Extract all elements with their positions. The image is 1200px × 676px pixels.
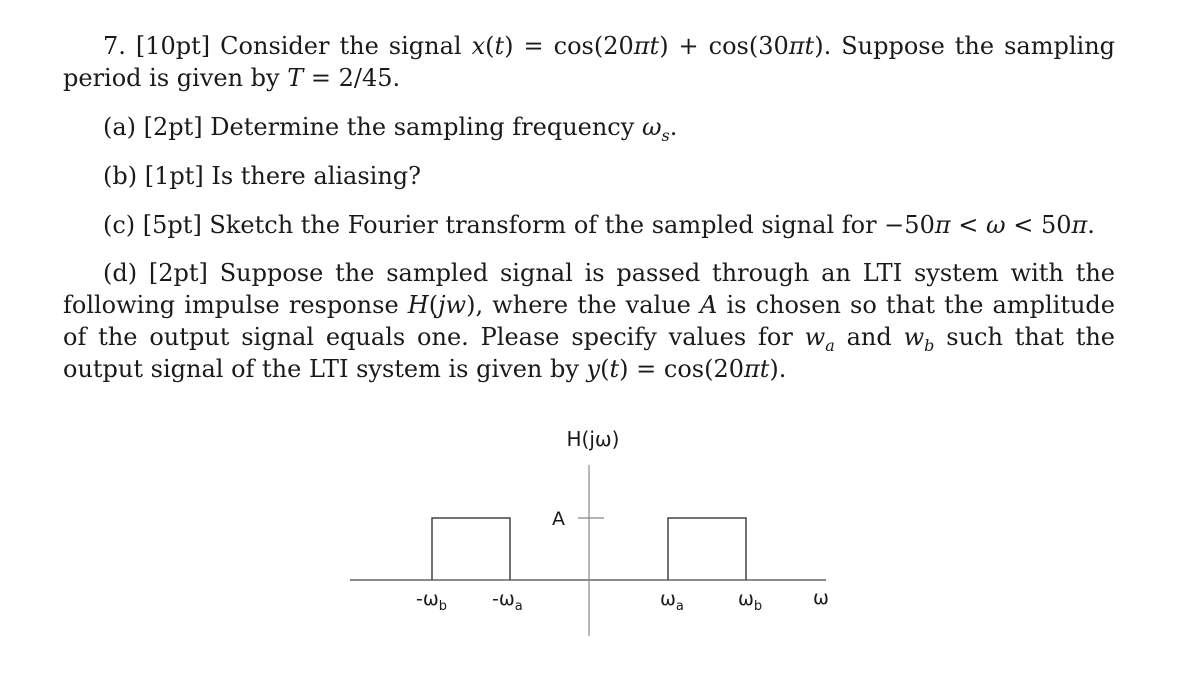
part-a [103,111,1113,143]
math-symbol: πt [788,32,815,60]
math-symbol: H [407,291,429,319]
math-symbol: t [494,32,505,60]
part-c [103,209,1113,241]
tick-label-neg-wa: $-\omega_a$ [492,588,523,614]
math-symbol: t [609,355,620,383]
text-run: = 2/45. [303,64,401,92]
math-symbol: ω [641,113,662,141]
math-symbol: π [1071,211,1088,239]
text-run: . [669,113,678,141]
math-symbol: x [471,32,486,60]
axis-label-omega: ω [813,587,829,609]
math-symbol: y [586,355,601,383]
math-symbol: T [287,64,304,92]
text-run: ( [485,32,495,60]
text-run: ) = cos(20 [504,32,634,60]
text-run: is chosen so that the amplitude of the output signal equals one. Please specify values for [63,291,1115,351]
amplitude-label: A [552,508,565,530]
left-passband [432,518,510,580]
text-run: ), where the value [466,291,700,319]
text-run: < 50 [1005,211,1072,239]
tick-label-wb: $\omega_b$ [738,588,763,614]
text-run: and [834,323,904,351]
math-symbol: jw [438,291,467,319]
text-run: (b) [1pt] Is there aliasing? [103,162,422,190]
math-symbol: ω [986,211,1006,239]
text-run: ). Suppose the sampling period is given by [63,32,1116,92]
tick-label-neg-wb: $-\omega_b$ [416,588,448,614]
text-run: ) = cos(20 [619,355,744,383]
figure-title: H(jω) [566,427,620,451]
text-run: (d) [2pt] Suppose the sampled signal is passed through an LTI system with the following impulse response [63,259,1115,319]
tick-label-wa: $\omega_a$ [660,588,684,614]
math-symbol: b [924,335,935,355]
math-symbol: s [661,125,670,145]
part-b [103,160,1113,192]
math-symbol: π [934,211,951,239]
text-run: < [950,211,986,239]
math-symbol: πt [743,355,770,383]
text-run: 7. [10pt] Consider the signal [103,32,472,60]
part-d [63,257,1115,385]
math-symbol: A [699,291,718,319]
text-run: (c) [5pt] Sketch the Fourier transform of the sampled signal for −50 [103,211,935,239]
math-symbol: w [903,323,925,351]
text-run: ) + cos(30 [659,32,789,60]
text-run: ). [769,355,787,383]
text-run: (a) [2pt] Determine the sampling frequency [103,113,642,141]
right-passband [668,518,746,580]
text-run: . [1087,211,1095,239]
problem-statement [63,30,1115,94]
math-symbol: w [804,323,826,351]
text-run: such that the output signal of the LTI system is given by [63,323,1115,383]
text-run: ( [600,355,610,383]
math-symbol: a [825,335,835,355]
math-symbol: πt [633,32,660,60]
text-run: ( [428,291,439,319]
